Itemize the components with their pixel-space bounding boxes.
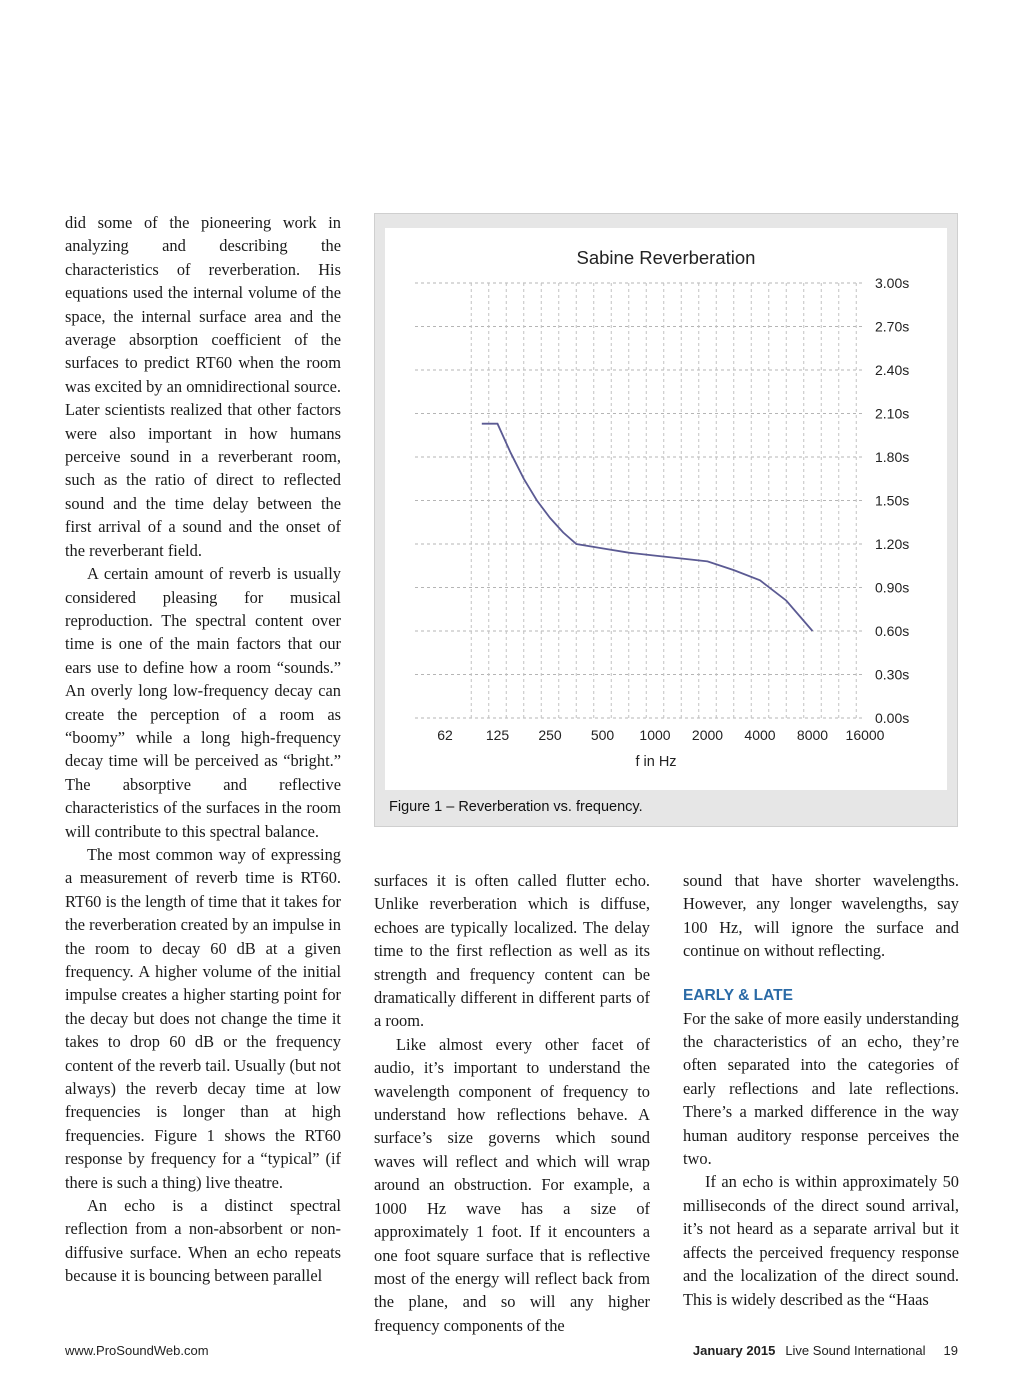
x-axis-label: f in Hz: [635, 754, 677, 770]
figure-1: [374, 213, 958, 827]
figure-caption: Figure 1 – Reverberation vs. frequency.: [389, 799, 643, 815]
paragraph: surfaces it is often called flutter echo. Unlike reverberation which is diffuse, echoes are typically localized. The delay time to the first reflection as well as its strength and frequency content can be dramatically different in different parts of a room.: [374, 871, 650, 1031]
y-tick-label: 0.30s: [875, 666, 910, 683]
y-tick-label: 2.10s: [875, 405, 910, 422]
x-tick-label: 16000: [845, 727, 885, 743]
y-tick-label: 0.60s: [875, 623, 910, 639]
paragraph: did some of the pioneering work in analyzing and describing the characteristics of reverberation. His equations used the internal volume of the space, the internal surface area and the average absorption coefficient of the surfaces to predict RT60 when the room was excited by an omnidirectional source. Later scientists realized that other factors were also important in how humans perceive sound in a reverberant room, such as the ratio of direct to reflected sound and the time delay between the first arrival of a sound and the onset of the reverberant field.: [65, 213, 341, 560]
x-tick-label: 1000: [639, 727, 671, 743]
footer-url: www.ProSoundWeb.com: [65, 1343, 209, 1358]
footer-magazine: Live Sound International: [785, 1343, 926, 1358]
paragraph: sound that have shorter wavelengths. However, any longer wavelengths, say 100 Hz, will ignore the surface and continue on without reflecting.: [683, 871, 959, 961]
x-tick-label: 250: [538, 727, 562, 743]
x-tick-label: 125: [485, 727, 510, 743]
x-tick-label: 62: [437, 727, 453, 743]
reverberation-chart: [385, 228, 947, 790]
y-tick-label: 2.40s: [875, 362, 910, 378]
text-column-2: [374, 869, 650, 1337]
text-column-3: [683, 869, 959, 1311]
footer-date: January 2015: [692, 1343, 776, 1358]
x-tick-label: 4000: [744, 727, 776, 743]
paragraph: The most common way of expressing a measurement of reverb time is RT60. RT60 is the length of time that it takes for the reverberation created by an impulse in the room to decay 60 dB at a given frequency. A higher volume of the initial impulse creates a higher starting point for the decay but does not change the time it takes to drop 60 dB or the frequency content of the reverb tail. Usually (but not always) the reverb decay time at low frequencies is longer than at high frequencies. Figure 1 shows the RT60 response by frequency for a “typical” (if there is such a thing) live theatre.: [65, 844, 341, 1192]
paragraph: If an echo is within approximately 50 milliseconds of the direct sound arrival, it’s not heard as a separate arrival but it affects the perceived frequency response and the localization of the direct sound. This is widely described as the “Haas: [683, 1172, 959, 1309]
section-heading: EARLY & LATE: [683, 986, 793, 1004]
text-column-1: [65, 211, 341, 1288]
paragraph: For the sake of more easily understanding the characteristics of an echo, they’re often separated into the categories of early reflections and late reflections. There’s a marked difference in the way human auditory response perceives the two.: [683, 1008, 959, 1169]
y-tick-label: 1.50s: [875, 492, 910, 509]
page-number: 19: [943, 1343, 958, 1358]
chart-title: Sabine Reverberation: [576, 247, 756, 268]
paragraph: Like almost every other facet of audio, it’s important to understand the wavelength component of frequency to understand how reflections behave. A surface’s size governs which sound waves will reflect and which will wrap around an obstruction. For example, a 1000 Hz wave has a size of approximately 1 foot. If it encounters a one foot square surface that is reflective most of the energy will reflect back from the plane, and so will any higher frequency components of the: [374, 1034, 650, 1335]
y-tick-label: 0.90s: [875, 579, 910, 596]
paragraph: An echo is a distinct spectral reflection from a non-absorbent or non-diffusive surface. When an echo repeats because it is bouncing between parallel: [65, 1196, 341, 1286]
y-tick-label: 2.70s: [875, 318, 910, 335]
y-tick-label: 1.20s: [875, 536, 910, 552]
x-tick-label: 500: [590, 727, 615, 743]
x-tick-label: 2000: [691, 727, 724, 743]
y-tick-label: 1.80s: [875, 449, 910, 465]
y-tick-label: 3.00s: [875, 275, 910, 291]
x-tick-label: 8000: [796, 727, 829, 743]
y-tick-label: 0.00s: [875, 710, 910, 726]
footer-issue-info: [693, 1343, 958, 1358]
plot-background: [385, 228, 947, 790]
x-tick-labels: [437, 727, 884, 743]
paragraph: A certain amount of reverb is usually considered pleasing for musical reproduction. The spectral content over time is one of the main factors that our ears use to define how a room “sounds.” An overly long low-frequency decay can create the perception of a room as “boomy” while a long high-frequency decay time will be perceived as “bright.” The absorptive and reflective characteristics of the surfaces in the room will contribute to this spectral balance.: [65, 564, 341, 841]
